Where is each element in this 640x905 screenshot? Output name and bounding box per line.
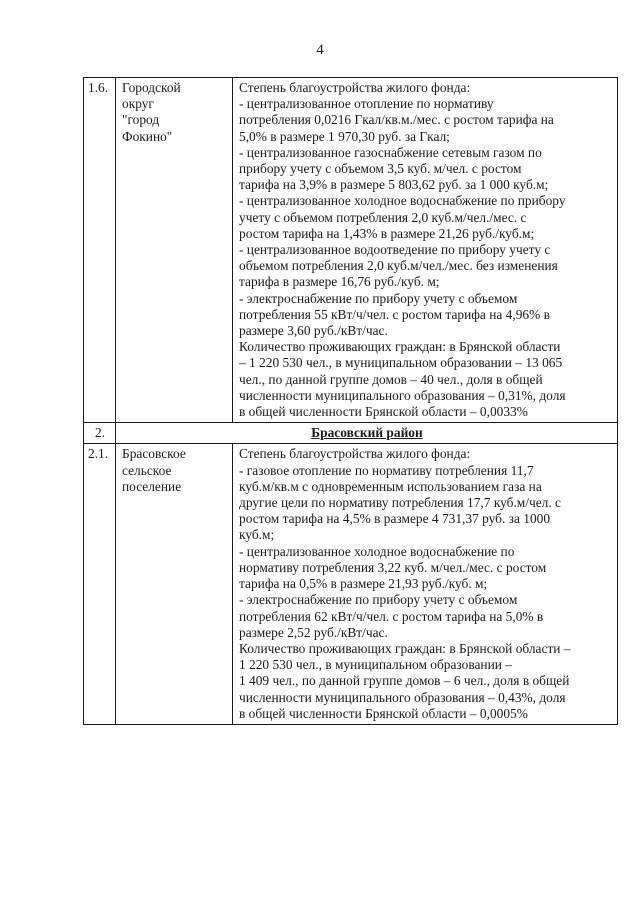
description-line: другие цели по нормативу потребления 17,7 куб.м/чел. с: [239, 495, 562, 511]
description-line: Количество проживающих граждан: в Брянской области: [239, 339, 561, 355]
description-line: - централизованное водоотведение по прибору учету с: [239, 242, 551, 258]
description-line: - централизованное холодное водоснабжение по прибору: [239, 193, 566, 209]
municipality-name-line: поселение: [122, 478, 182, 494]
description-line: 1 220 530 чел., в муниципальном образовании –: [239, 657, 512, 673]
section-row: [84, 423, 618, 444]
municipality-name-line: Брасовское: [122, 446, 186, 462]
description-line: численности муниципального образования – 0,43%, доля: [239, 689, 566, 705]
improvement-description: [233, 78, 618, 423]
table-body: [84, 78, 618, 725]
description-line: ростом тарифа на 1,43% в размере 21,26 руб./куб.м;: [239, 225, 535, 241]
description-line: в общей численности Брянской области – 0,0005%: [239, 705, 528, 721]
municipality-name-line: "город: [122, 112, 160, 128]
page-number: 4: [316, 42, 324, 58]
description-line: численности муниципального образования – 0,31%, доля: [239, 387, 566, 403]
description-line: Степень благоустройства жилого фонда:: [239, 80, 471, 95]
row-number: 2.1.: [84, 444, 116, 724]
row-number: 1.6.: [84, 78, 116, 423]
description-line: - газовое отопление по нормативу потребления 11,7: [239, 462, 534, 478]
description-line: - централизованное отопление по нормативу: [239, 96, 494, 112]
description-line: 5,0% в размере 1 970,30 руб. за Гкал;: [239, 128, 450, 144]
description-line: учету с объемом потребления 2,0 куб.м/чел./мес. с: [239, 209, 527, 225]
description-line: 1 409 чел., по данной группе домов – 6 чел., доля в общей: [239, 673, 570, 689]
section-number: 2.: [84, 423, 116, 444]
description-line: чел., по данной группе домов – 40 чел., доля в общей: [239, 371, 543, 387]
description-line: потребления 62 кВт/ч/чел. с ростом тарифа на 5,0% в: [239, 608, 544, 624]
description-line: ростом тарифа на 4,5% в размере 4 731,37 руб. за 1000: [239, 511, 551, 527]
description-line: нормативу потребления 3,22 куб. м/чел./мес. с ростом: [239, 559, 547, 575]
description-line: - централизованное холодное водоснабжение по: [239, 543, 515, 559]
table-row: [84, 444, 618, 724]
improvement-description: [233, 444, 618, 724]
municipality-name-line: Фокино": [122, 128, 173, 144]
description-line: прибору учету с объемом 3,5 куб. м/чел. с ростом: [239, 161, 522, 177]
description-line: размере 3,60 руб./кВт/час.: [239, 323, 388, 339]
tariff-table: [83, 77, 618, 725]
description-line: потребления 55 кВт/ч/чел. с ростом тарифа на 4,96% в: [239, 306, 550, 322]
description-line: объемом потребления 2,0 куб.м/чел./мес. без изменения: [239, 258, 558, 274]
description-line: куб.м/кв.м с одновременным использованием газа на: [239, 478, 542, 494]
municipality-name: [116, 78, 233, 423]
section-title: Брасовский район: [116, 423, 618, 444]
description-line: – 1 220 530 чел., в муниципальном образовании – 13 065: [239, 355, 563, 371]
municipality-name-line: Городской: [122, 80, 181, 95]
municipality-name: [116, 444, 233, 724]
description-line: тарифа на 3,9% в размере 5 803,62 руб. за 1 000 куб.м;: [239, 177, 549, 193]
description-line: куб.м;: [239, 527, 275, 543]
description-line: потребления 0,0216 Гкал/кв.м./мес. с ростом тарифа на: [239, 112, 554, 128]
description-line: в общей численности Брянской области – 0,0033%: [239, 404, 528, 420]
description-line: - централизованное газоснабжение сетевым газом по: [239, 144, 542, 160]
municipality-name-line: сельское: [122, 462, 172, 478]
description-line: Степень благоустройства жилого фонда:: [239, 446, 471, 462]
description-line: размере 2,52 руб./кВт/час.: [239, 624, 388, 640]
description-line: Количество проживающих граждан: в Брянской области –: [239, 640, 571, 656]
description-line: - электроснабжение по прибору учету с объемом: [239, 592, 518, 608]
description-line: - электроснабжение по прибору учету с объемом: [239, 290, 518, 306]
municipality-name-line: округ: [122, 96, 154, 112]
description-line: тарифа на 0,5% в размере 21,93 руб./куб. м;: [239, 576, 488, 592]
description-line: тарифа в размере 16,76 руб./куб. м;: [239, 274, 440, 290]
table-row: [84, 78, 618, 423]
